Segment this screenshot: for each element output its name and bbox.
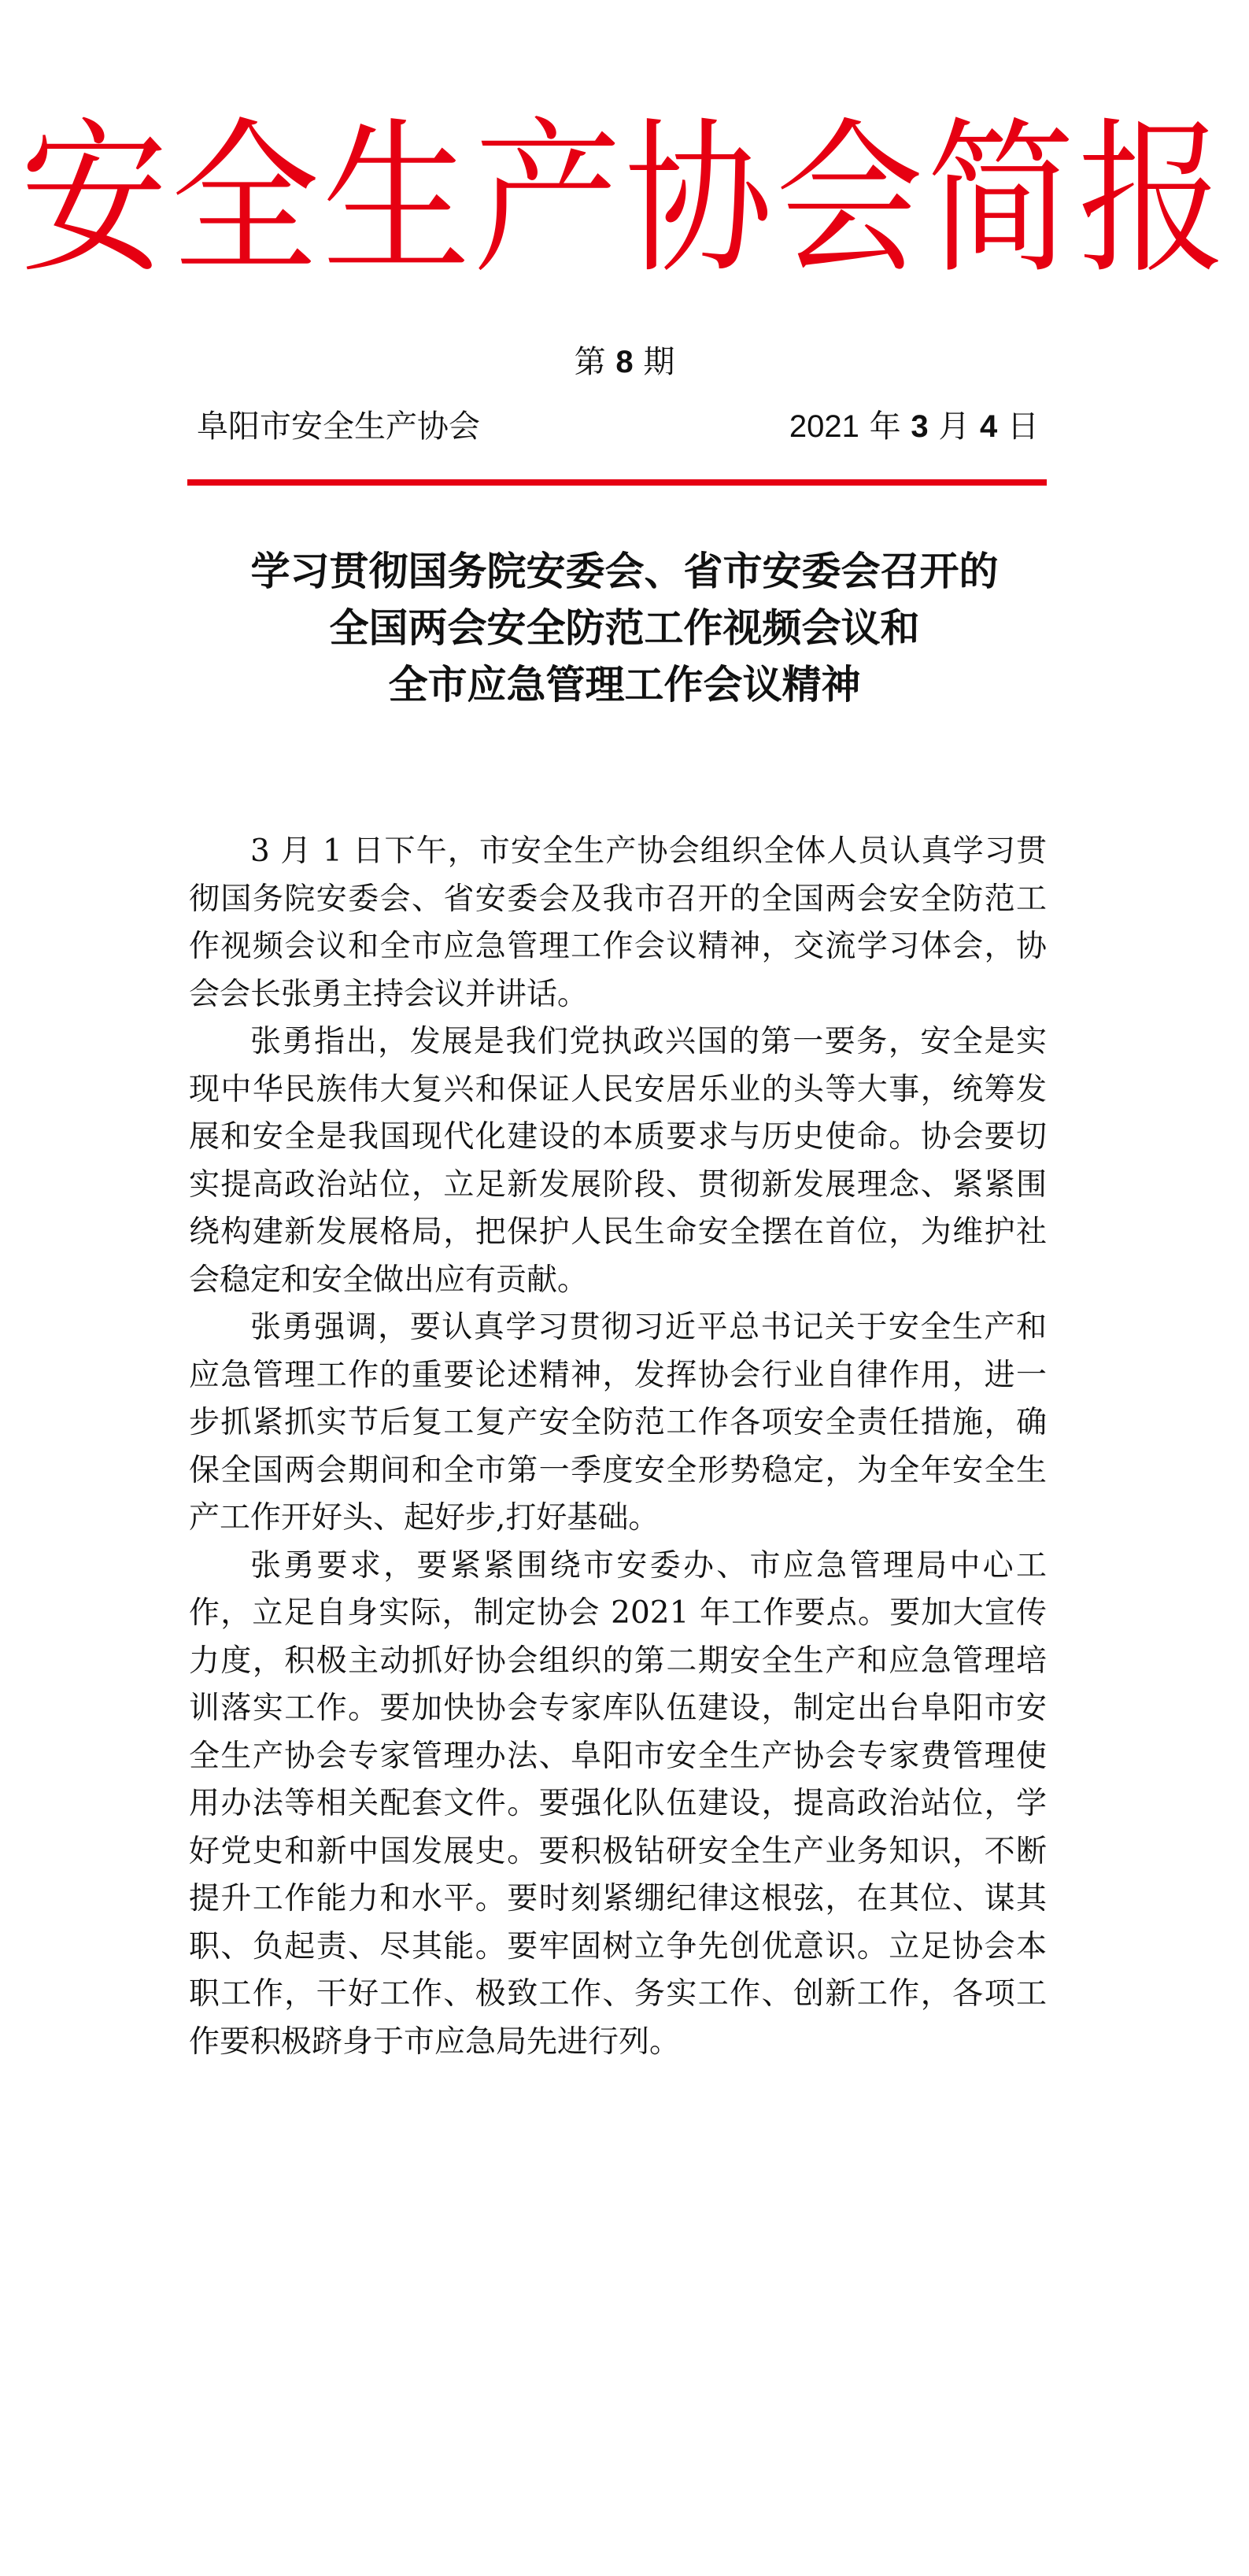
issue-number bbox=[0, 340, 1249, 384]
article-title bbox=[0, 543, 1249, 713]
date-year-unit: 年 bbox=[859, 408, 901, 445]
date-day: 4 bbox=[980, 409, 998, 444]
article-paragraph: 3 月 1 日下午，市安全生产协会组织全体人员认真学习贯彻国务院安委会、省安委会及我市召开的全国两会安全防范工作视频会议和全市应急管理工作会议精神，交流学习体会，协会会长张勇主持会议并讲话。 bbox=[189, 833, 1047, 1012]
article-paragraph: 张勇强调，要认真学习贯彻习近平总书记关于安全生产和应急管理工作的重要论述精神，发挥协会行业自律作用，进一步抓紧抓实节后复工复产安全防范工作各项安全责任措施，确保全国两会期间和全市第一季度安全形势稳定，为全年安全生产工作开好头、起好步,打好基础。 bbox=[189, 1310, 1047, 1536]
issue-number-value: 8 bbox=[615, 345, 634, 379]
publisher: 阜阳市安全生产协会 bbox=[197, 408, 480, 445]
article-title-line: 全国两会安全防范工作视频会议和 bbox=[329, 605, 920, 651]
article-title-line: 学习贯彻国务院安委会、省市安委会召开的 bbox=[250, 549, 999, 594]
article-paragraph: 张勇指出，发展是我们党执政兴国的第一要务，安全是实现中华民族伟大复兴和保证人民安居乐业的头等大事，统筹发展和安全是我国现代化建设的本质要求与历史使命。协会要切实提高政治站位，立足新发展阶段、贯彻新发展理念、紧紧围绕构建新发展格局，把保护人民生命安全摆在首位，为维护社会稳定和安全做出应有贡献。 bbox=[189, 1024, 1047, 1298]
article-title-line: 全市应急管理工作会议精神 bbox=[388, 662, 861, 708]
issue-suffix: 期 bbox=[643, 344, 675, 380]
article-body bbox=[189, 828, 1047, 2066]
date-year: 2021 bbox=[789, 409, 859, 444]
issue-prefix: 第 bbox=[574, 344, 606, 380]
date-day-unit: 日 bbox=[1007, 408, 1039, 445]
date-month: 3 bbox=[911, 409, 929, 444]
publish-date bbox=[789, 403, 1039, 450]
red-divider bbox=[187, 479, 1047, 486]
article-paragraph: 张勇要求，要紧紧围绕市安委办、市应急管理局中心工作，立足自身实际，制定协会 2021 年工作要点。要加大宣传力度，积极主动抓好协会组织的第二期安全生产和应急管理培训落实工作。要加快协会专家库队伍建设，制定出台阜阳市安全生产协会专家管理办法、阜阳市安全生产协会专家费管理使用办法等相关配套文件。要强化队伍建设，提高政治站位，学好党史和新中国发展史。要积极钻研安全生产业务知识，不断提升工作能力和水平。要时刻紧绷纪律这根弦，在其位、谋其职、负起责、尽其能。要牢固树立争先创优意识。立足协会本职工作，干好工作、极致工作、务实工作、创新工作，各项工作要积极跻身于市应急局先进行列。 bbox=[189, 1547, 1047, 2060]
meta-row bbox=[197, 403, 1039, 450]
date-month-unit: 月 bbox=[938, 408, 970, 445]
masthead-title: 安全生产协会简报 bbox=[20, 103, 1229, 297]
